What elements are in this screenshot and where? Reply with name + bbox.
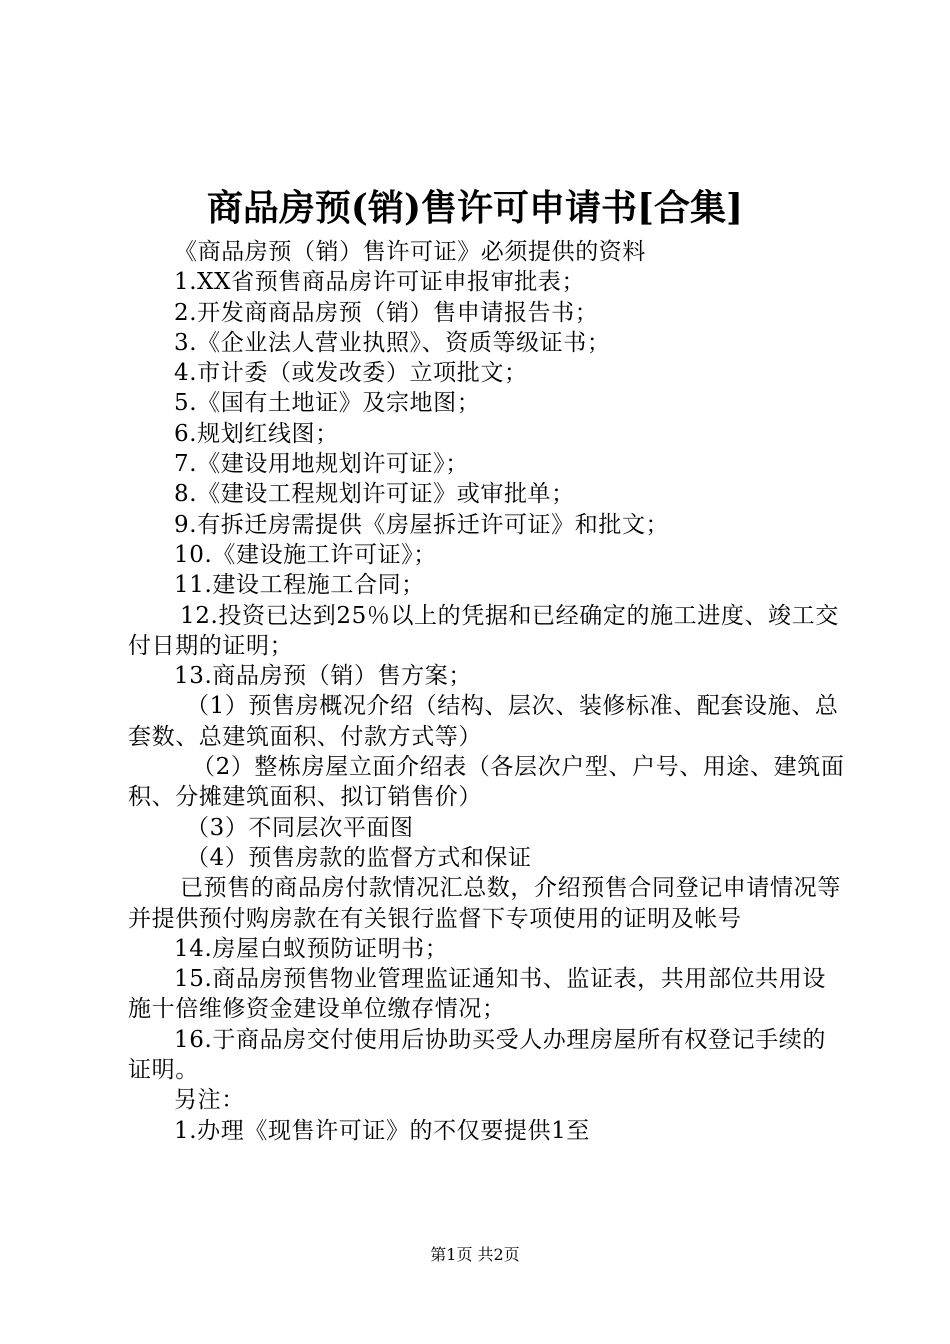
body-line: （4）预售房款的监督方式和保证 [186, 844, 532, 871]
body-line: （1）预售房概况介绍（结构、层次、装修标准、配套设施、总套数、总建筑面积、付款方式等） [128, 693, 839, 750]
body-line: 11.建设工程施工合同； [174, 572, 425, 599]
body-line: 1.办理《现售许可证》的不仅要提供1至 [174, 1117, 590, 1144]
document-body [128, 237, 848, 1146]
body-line: 14.房屋白蚁预防证明书； [174, 935, 449, 962]
body-line: 12.投资已达到25％以上的凭据和已经确定的施工进度、竣工交付日期的证明； [128, 602, 839, 659]
body-line: 13.商品房预（销）售方案； [174, 663, 472, 690]
body-line: （3）不同层次平面图 [186, 814, 414, 841]
body-line: 10.《建设施工许可证》； [174, 541, 437, 568]
body-line: （2）整栋房屋立面介绍表（各层次户型、户号、用途、建筑面积、分摊建筑面积、拟订销售价） [128, 754, 845, 811]
body-line: 2.开发商商品房预（销）售申请报告书； [174, 299, 599, 326]
body-line: 1.XX省预售商品房许可证申报审批表； [174, 269, 586, 296]
body-line: 16.于商品房交付使用后协助买受人办理房屋所有权登记手续的证明。 [128, 1026, 826, 1084]
body-line: 已预售的商品房付款情况汇总数，介绍预售合同登记申请情况等并提供预付购房款在有关银行监督下专项使用的证明及帐号 [128, 875, 841, 932]
document-title: 商品房预(销)售许可申请书[合集] [206, 187, 744, 229]
body-line: 《商品房预（销）售许可证》必须提供的资料 [174, 239, 646, 265]
body-line: 4.市计委（或发改委）立项批文； [174, 360, 528, 387]
body-line: 8.《建设工程规划许可证》或审批单； [174, 481, 575, 508]
page-number-footer: 第1页 共2页 [430, 1245, 520, 1264]
body-line: 3.《企业法人营业执照》、资质等级证书； [174, 329, 611, 356]
body-line: 5.《国有土地证》及宗地图； [174, 390, 481, 417]
body-line: 另注： [174, 1087, 245, 1114]
body-line: 15.商品房预售物业管理监证通知书、监证表，共用部位共用设施十倍维修资金建设单位缴存情况； [128, 966, 826, 1023]
body-line: 7.《建设用地规划许可证》； [174, 451, 469, 478]
body-line: 6.规划红线图； [174, 420, 339, 447]
body-line: 9.有拆迁房需提供《房屋拆迁许可证》和批文； [174, 511, 670, 538]
